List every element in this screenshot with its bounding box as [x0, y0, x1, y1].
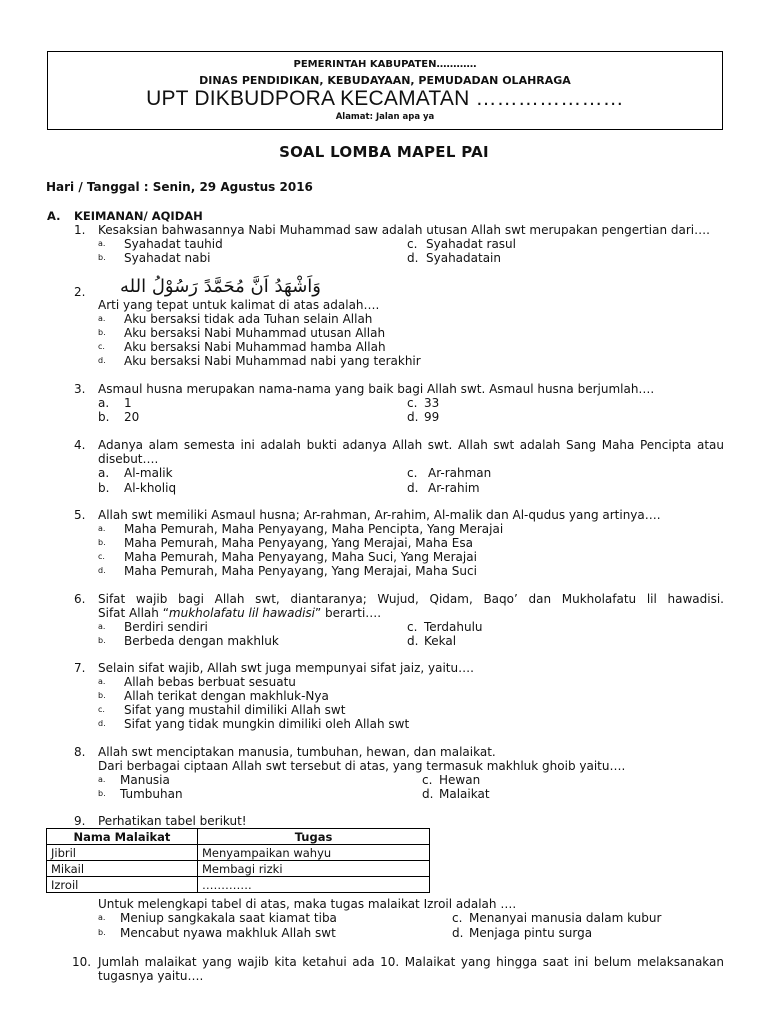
option-letter: d. [407, 410, 419, 424]
option-letter: d. [98, 719, 106, 728]
question-text: Asmaul husna merupakan nama-nama yang baik bagi Allah swt. Asmaul husna berjumlah…. [98, 382, 655, 396]
option-text: Allah bebas berbuat sesuatu [124, 675, 296, 689]
arabic-text: وَاَشْهَدُ اَنَّ مُحَمَّدً رَسُوْلُ الله [120, 276, 321, 297]
option-text: Sifat yang mustahil dimiliki Allah swt [124, 703, 346, 717]
table-row [47, 877, 430, 893]
table-header: Nama Malaikat [47, 829, 198, 845]
question-text: Arti yang tepat untuk kalimat di atas adalah…. [98, 298, 380, 312]
option-text: Berbeda dengan makhluk [124, 634, 279, 648]
question-number: 4. [74, 438, 86, 452]
question-number: 8. [74, 745, 86, 759]
option-letter: b. [98, 691, 106, 700]
question-text: Sifat wajib bagi Allah swt, diantaranya; Wujud, Qidam, Baqo’ dan Mukholafatu lil hawadisi. [98, 592, 724, 606]
option-letter: a. [98, 913, 106, 922]
question-text: Allah swt memiliki Asmaul husna; Ar-rahman, Ar-rahim, Al-malik dan Al-qudus yang artinya…. [98, 508, 661, 522]
option-text: Maha Pemurah, Maha Penyayang, Yang Merajai, Maha Suci [124, 564, 477, 578]
option-text: Aku bersaksi tidak ada Tuhan selain Allah [124, 312, 373, 326]
option-text: 33 [424, 396, 440, 410]
letterhead-department: DINAS PENDIDIKAN, KEBUDAYAAN, PEMUDADAN OLAHRAGA [199, 74, 571, 87]
option-text: Syahadat nabi [124, 251, 211, 265]
question-text: Perhatikan tabel berikut! [98, 814, 247, 828]
section-letter: A. [47, 209, 61, 223]
table-header: Tugas [198, 829, 430, 845]
option-letter: c. [452, 911, 463, 925]
option-letter: b. [98, 481, 110, 495]
question-text-line-2 [98, 606, 381, 620]
question-number: 6. [74, 592, 86, 606]
option-letter: c. [407, 396, 418, 410]
table-cell: Membagi rizki [198, 861, 430, 877]
option-letter: c. [407, 620, 418, 634]
option-text: Al-malik [124, 466, 173, 480]
option-letter: d. [98, 566, 106, 575]
option-letter: b. [98, 789, 106, 798]
option-text: Tumbuhan [120, 787, 183, 801]
question-text: Adanya alam semesta ini adalah bukti adanya Allah swt. Allah swt adalah Sang Maha Pencipta atau disebut…. [98, 438, 724, 466]
malaikat-table [46, 828, 430, 893]
option-letter: c. [98, 342, 105, 351]
letterhead-address: Alamat: Jalan apa ya [335, 112, 435, 122]
option-text: Meniup sangkakala saat kiamat tiba [120, 911, 337, 925]
option-text: Syahadatain [426, 251, 501, 265]
option-letter: d. [407, 481, 419, 495]
option-letter: b. [98, 636, 106, 645]
option-letter: d. [407, 634, 419, 648]
option-letter: b. [98, 328, 106, 337]
question-text-line-2: Dari berbagai ciptaan Allah swt tersebut di atas, yang termasuk makhluk ghoib yaitu…. [98, 759, 626, 773]
option-letter: a. [98, 239, 106, 248]
option-text: Terdahulu [424, 620, 483, 634]
option-letter: d. [407, 251, 419, 265]
question-number: 3. [74, 382, 86, 396]
option-text: 20 [124, 410, 140, 424]
option-text: 1 [124, 396, 132, 410]
letterhead-government: PEMERINTAH KABUPATEN………… [293, 59, 477, 70]
option-letter: c. [98, 552, 105, 561]
option-letter: b. [98, 928, 106, 937]
option-text: Maha Pemurah, Maha Penyayang, Maha Pencipta, Yang Merajai [124, 522, 504, 536]
option-letter: d. [98, 356, 106, 365]
question-text: Selain sifat wajib, Allah swt juga mempunyai sifat jaiz, yaitu…. [98, 661, 474, 675]
table-cell: …………. [198, 877, 430, 893]
option-text: Hewan [439, 773, 481, 787]
option-letter: d. [452, 926, 464, 940]
question-number: 2. [74, 285, 86, 299]
question-number: 10. [72, 955, 92, 969]
option-text: Maha Pemurah, Maha Penyayang, Maha Suci, Yang Merajai [124, 550, 477, 564]
option-letter: c. [422, 773, 433, 787]
option-text: Aku bersaksi Nabi Muhammad utusan Allah [124, 326, 386, 340]
option-letter: c. [407, 237, 418, 251]
option-letter: b. [98, 410, 110, 424]
option-letter: a. [98, 396, 110, 410]
question-text-after-table: Untuk melengkapi tabel di atas, maka tugas malaikat Izroil adalah …. [98, 897, 517, 911]
table-cell: Menyampaikan wahyu [198, 845, 430, 861]
option-text: Al-kholiq [124, 481, 177, 495]
option-letter: b. [98, 253, 106, 262]
option-text: Syahadat tauhid [124, 237, 223, 251]
option-text: Allah terikat dengan makhluk-Nya [124, 689, 329, 703]
option-text: 99 [424, 410, 440, 424]
question-text: Jumlah malaikat yang wajib kita ketahui ada 10. Malaikat yang hingga saat ini belum melaksanakan tugasnya yaitu…. [98, 955, 724, 983]
option-text: Mencabut nyawa makhluk Allah swt [120, 926, 336, 940]
question-text-part: Sifat Allah “ [98, 606, 169, 620]
question-italic-term: mukholafatu lil hawadisi [168, 606, 315, 620]
table-header-row [47, 829, 430, 845]
question-text: Kesaksian bahwasannya Nabi Muhammad saw adalah utusan Allah swt merupakan pengertian dari…. [98, 223, 710, 237]
option-text: Aku bersaksi Nabi Muhammad hamba Allah [124, 340, 386, 354]
option-letter: c. [407, 466, 418, 480]
table-cell: Jibril [47, 845, 198, 861]
option-text: Manusia [120, 773, 170, 787]
option-text: Ar-rahim [428, 481, 480, 495]
option-letter: d. [422, 787, 434, 801]
option-letter: c. [98, 705, 105, 714]
table-cell: Izroil [47, 877, 198, 893]
option-text: Sifat yang tidak mungkin dimiliki oleh Allah swt [124, 717, 410, 731]
option-letter: b. [98, 538, 106, 547]
option-letter: a. [98, 677, 106, 686]
exam-date: Hari / Tanggal : Senin, 29 Agustus 2016 [46, 180, 313, 194]
option-letter: a. [98, 622, 106, 631]
question-text: Allah swt menciptakan manusia, tumbuhan, hewan, dan malaikat. [98, 745, 496, 759]
option-text: Maha Pemurah, Maha Penyayang, Yang Merajai, Maha Esa [124, 536, 473, 550]
table-cell: Mikail [47, 861, 198, 877]
table-row [47, 845, 430, 861]
question-number: 1. [74, 223, 86, 237]
option-letter: a. [98, 466, 110, 480]
question-number: 5. [74, 508, 86, 522]
option-letter: a. [98, 314, 106, 323]
question-text-part: ” berarti…. [314, 606, 382, 620]
letterhead [47, 51, 723, 130]
exam-title: SOAL LOMBA MAPEL PAI [279, 143, 489, 161]
letterhead-office: UPT DIKBUDPORA KECAMATAN ………………… [146, 87, 624, 110]
option-text: Berdiri sendiri [124, 620, 208, 634]
question-number: 7. [74, 661, 86, 675]
option-text: Menanyai manusia dalam kubur [469, 911, 662, 925]
option-text: Ar-rahman [428, 466, 492, 480]
table-row [47, 861, 430, 877]
option-text: Menjaga pintu surga [469, 926, 593, 940]
option-letter: a. [98, 775, 106, 784]
option-text: Malaikat [439, 787, 490, 801]
question-number: 9. [74, 814, 86, 828]
option-text: Aku bersaksi Nabi Muhammad nabi yang terakhir [124, 354, 421, 368]
option-text: Syahadat rasul [426, 237, 516, 251]
option-text: Kekal [424, 634, 457, 648]
option-letter: a. [98, 524, 106, 533]
section-title: KEIMANAN/ AQIDAH [74, 209, 203, 223]
